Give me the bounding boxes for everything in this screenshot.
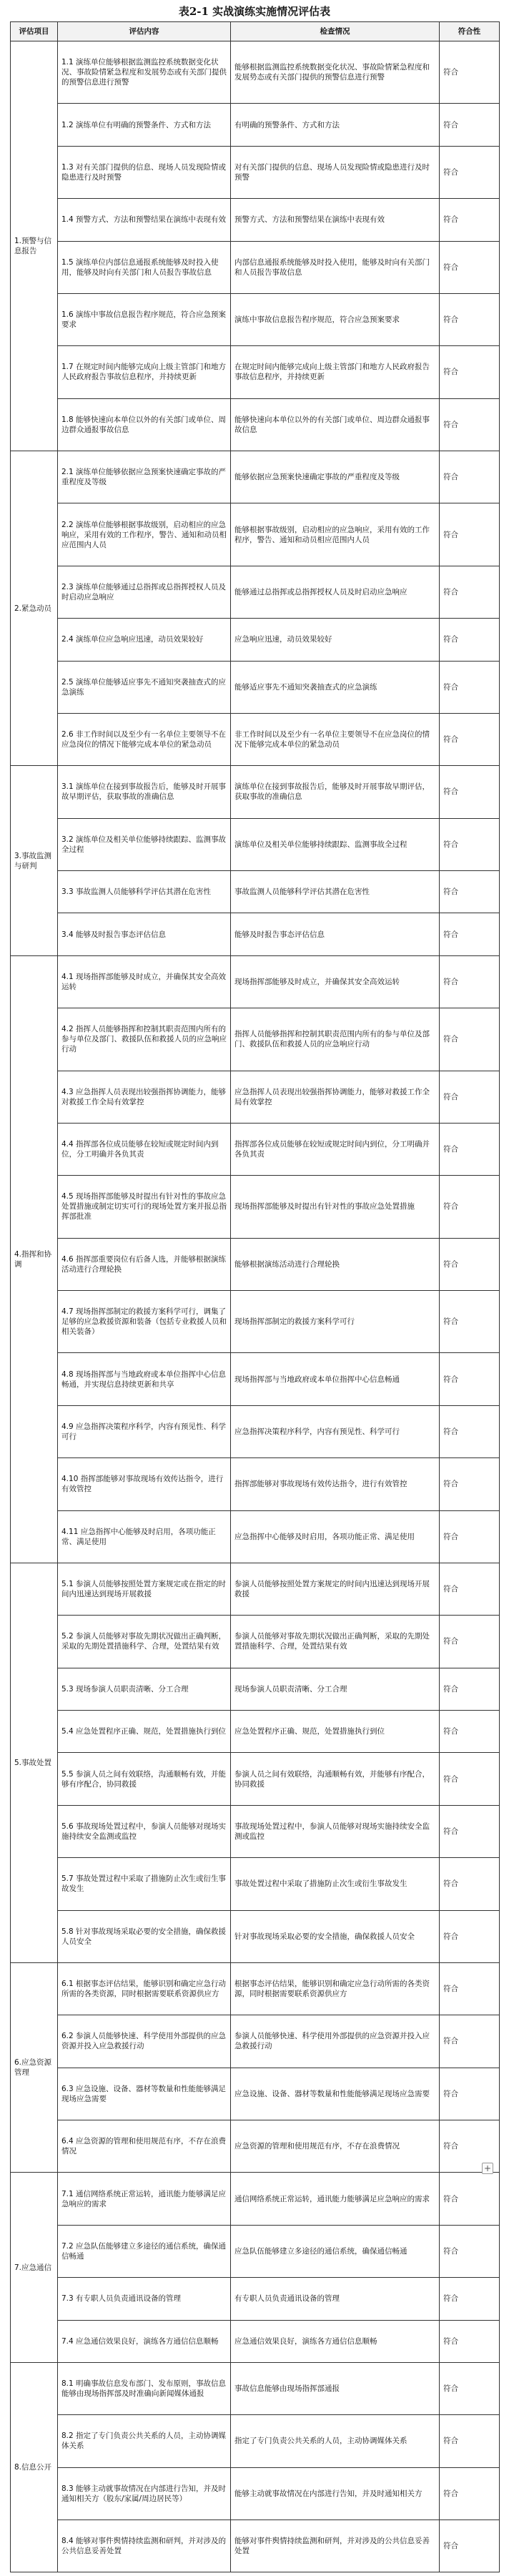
- result-cell: 符合: [440, 1123, 500, 1175]
- header-result: 符合性: [440, 22, 500, 41]
- table-row: [11, 146, 500, 198]
- table-row: [11, 713, 500, 765]
- check-cell: 指挥部各位成员能够在较短或规定时间内到位，分工明确并各负其责: [231, 1123, 440, 1175]
- check-cell: 演练中事故信息报告程序规范，符合应急预案要求: [231, 293, 440, 345]
- header-category: 评估项目: [11, 22, 58, 41]
- content-cell: 4.5 现场指挥部能够及时提出有针对性的事故应急处置措施或制定切实可行的现场处置方案并报总指挥部批准: [58, 1176, 231, 1238]
- result-cell: 符合: [440, 1291, 500, 1353]
- table-row: [11, 1353, 500, 1405]
- result-cell: 符合: [440, 451, 500, 503]
- table-row: [11, 451, 500, 503]
- result-cell: 符合: [440, 2467, 500, 2520]
- table-row: [11, 766, 500, 818]
- result-cell: 符合: [440, 1910, 500, 1962]
- result-cell: 符合: [440, 1805, 500, 1857]
- result-cell: 符合: [440, 146, 500, 198]
- table-row: [11, 2415, 500, 2467]
- content-cell: 4.1 现场指挥部能够及时成立，并确保其安全高效运转: [58, 955, 231, 1008]
- table-row: [11, 2320, 500, 2362]
- content-cell: 5.6 事故现场处置过程中，参演人员能够对现场实施持续安全监测或监控: [58, 1805, 231, 1857]
- table-row: [11, 913, 500, 955]
- content-cell: 4.4 指挥部各位成员能够在较短或规定时间内到位，分工明确并各负其责: [58, 1123, 231, 1175]
- evaluation-table: [10, 21, 500, 2572]
- check-cell: 有明确的预警条件、方式和方法: [231, 104, 440, 146]
- check-cell: 演练单位在接到事故报告后，能够及时开展事故早期评估，获取事故的准确信息: [231, 766, 440, 818]
- table-row: [11, 955, 500, 1008]
- table-row: [11, 2120, 500, 2173]
- table-row: [11, 2467, 500, 2520]
- category-cell: 6.应急资源管理: [11, 1962, 58, 2173]
- result-cell: 符合: [440, 2520, 500, 2572]
- content-cell: 4.3 应急指挥人员表现出较强指挥协调能力，能够对救援工作全局有效掌控: [58, 1071, 231, 1123]
- result-cell: 符合: [440, 1616, 500, 1668]
- check-cell: 事故信息能够由现场指挥部通报: [231, 2362, 440, 2414]
- check-cell: 在规定时间内能够完成向上级主管部门和地方人民政府报告事故信息程序，并持续更新: [231, 346, 440, 398]
- content-cell: 2.2 演练单位能够根据事故级别，启动相应的应急响应，采用有效的工作程序，警告、通知和动员相应范围内人员: [58, 503, 231, 566]
- table-row: [11, 346, 500, 398]
- table-row: [11, 1123, 500, 1175]
- result-cell: 符合: [440, 293, 500, 345]
- check-cell: 参演人员之间有效联络，沟通顺畅有效，并能够有序配合，协同救援: [231, 1753, 440, 1805]
- content-cell: 1.8 能够快速向本单位以外的有关部门或单位、周边群众通报事故信息: [58, 398, 231, 451]
- content-cell: 1.6 演练中事故信息报告程序规范，符合应急预案要求: [58, 293, 231, 345]
- table-header-row: [11, 22, 500, 41]
- table-row: [11, 1711, 500, 1753]
- header-check: 检查情况: [231, 22, 440, 41]
- table-row: [11, 661, 500, 713]
- check-cell: 应急队伍能够建立多途径的通信系统，确保通信畅通: [231, 2225, 440, 2277]
- content-cell: 4.10 指挥部能够对事故现场有效传达指令，进行有效管控: [58, 1458, 231, 1510]
- check-cell: 应急指挥人员表现出较强指挥协调能力，能够对救援工作全局有效掌控: [231, 1071, 440, 1123]
- table-row: [11, 1616, 500, 1668]
- content-cell: 2.4 演练单位应急响应迅速，动员效果较好: [58, 619, 231, 661]
- check-cell: 能够对事件舆情持续监测和研判，并对涉及的公共信息妥善处置: [231, 2520, 440, 2572]
- check-cell: 预警方式、方法和预警结果在演练中表现有效: [231, 199, 440, 241]
- result-cell: 符合: [440, 503, 500, 566]
- table-row: [11, 1805, 500, 1857]
- content-cell: 2.3 演练单位能够通过总指挥或总指挥授权人员及时启动应急响应: [58, 566, 231, 618]
- content-cell: 5.5 参演人员之间有效联络，沟通顺畅有效，并能够有序配合，协同救援: [58, 1753, 231, 1805]
- result-cell: 符合: [440, 871, 500, 913]
- check-cell: 现场参演人员职责清晰、分工合理: [231, 1668, 440, 1710]
- result-cell: 符合: [440, 2362, 500, 2414]
- check-cell: 应急设施、设备、器材等数量和性能能够满足现场应急需要: [231, 2068, 440, 2120]
- table-row: [11, 818, 500, 870]
- content-cell: 1.5 演练单位内部信息通报系统能够及时投入使用，能够及时向有关部门和人员报告事故信息: [58, 241, 231, 293]
- result-cell: 符合: [440, 1008, 500, 1071]
- check-cell: 非工作时间以及至少有一名单位主要领导不在应急岗位的情况下能够完成本单位的紧急动员: [231, 713, 440, 765]
- content-cell: 1.4 预警方式、方法和预警结果在演练中表现有效: [58, 199, 231, 241]
- content-cell: 4.8 现场指挥部与当地政府或本单位指挥中心信息畅通，并实现信息持续更新和共享: [58, 1353, 231, 1405]
- category-cell: 5.事故处置: [11, 1563, 58, 1962]
- check-cell: 事故监测人员能够科学评估其潜在危害性: [231, 871, 440, 913]
- result-cell: 符合: [440, 2015, 500, 2068]
- table-row: [11, 104, 500, 146]
- table-row: [11, 2362, 500, 2414]
- check-cell: 有专职人员负责通讯设备的管理: [231, 2278, 440, 2320]
- content-cell: 1.1 演练单位能够根据监测监控系统数据变化状况、事故险情紧急程度和发展势态或有关部门提供的预警信息进行预警: [58, 41, 231, 104]
- check-cell: 对有关部门提供的信息、现场人员发现险情或隐患进行及时预警: [231, 146, 440, 198]
- table-row: [11, 2015, 500, 2068]
- category-cell: 1.预警与信息报告: [11, 41, 58, 451]
- content-cell: 8.2 指定了专门负责公共关系的人员，主动协调媒体关系: [58, 2415, 231, 2467]
- check-cell: 现场指挥部能够及时提出有针对性的事故应急处置措施: [231, 1176, 440, 1238]
- table-row: [11, 1176, 500, 1238]
- check-cell: 指挥人员能够指挥和控制其职责范围内所有的参与单位及部门、救援队伍和救援人员的应急响应行动: [231, 1008, 440, 1071]
- result-cell: 符合: [440, 1668, 500, 1710]
- result-cell: 符合: [440, 566, 500, 618]
- content-cell: 5.8 针对事故现场采取必要的安全措施，确保救援人员安全: [58, 1910, 231, 1962]
- content-cell: 8.1 明确事故信息发布部门、发布原则，事故信息能够由现场指挥部及时准确向新闻媒体通报: [58, 2362, 231, 2414]
- category-cell: 2.紧急动员: [11, 451, 58, 766]
- result-cell: 符合: [440, 199, 500, 241]
- check-cell: 应急处置程序正确、规范，处置措施执行到位: [231, 1711, 440, 1753]
- result-cell: 符合: [440, 1962, 500, 2015]
- table-row: [11, 2278, 500, 2320]
- content-cell: 5.4 应急处置程序正确、规范，处置措施执行到位: [58, 1711, 231, 1753]
- check-cell: 事故处置过程中采取了措施防止次生或衍生事故发生: [231, 1858, 440, 1910]
- check-cell: 参演人员能够对事故先期状况做出正确判断，采取的先期处置措施科学、合理，处置结果有效: [231, 1616, 440, 1668]
- content-cell: 6.1 根据事态评估结果，能够识别和确定应急行动所需的各类资源，同时根据需要联系资源供应方: [58, 1962, 231, 2015]
- table-row: [11, 1668, 500, 1710]
- result-cell: 符合: [440, 1858, 500, 1910]
- content-cell: 2.6 非工作时间以及至少有一名单位主要领导不在应急岗位的情况下能够完成本单位的紧急动员: [58, 713, 231, 765]
- content-cell: 7.2 应急队伍能够建立多途径的通信系统，确保通信畅通: [58, 2225, 231, 2277]
- content-cell: 4.6 指挥部重要岗位有后备人选，并能够根据演练活动进行合理轮换: [58, 1238, 231, 1290]
- check-cell: 事故现场处置过程中，参演人员能够对现场实施持续安全监测或监控: [231, 1805, 440, 1857]
- content-cell: 1.3 对有关部门提供的信息、现场人员发现险情或隐患进行及时预警: [58, 146, 231, 198]
- content-cell: 6.3 应急设施、设备、器材等数量和性能能够满足现场应急需要: [58, 2068, 231, 2120]
- table-row: [11, 293, 500, 345]
- check-cell: 参演人员能够按照处置方案规定的时间内迅速达到现场开展救援: [231, 1563, 440, 1615]
- content-cell: 2.1 演练单位能够依据应急预案快速确定事故的严重程度及等级: [58, 451, 231, 503]
- check-cell: 应急指挥决策程序科学，内容有预见性、科学可行: [231, 1405, 440, 1457]
- table-row: [11, 41, 500, 104]
- result-cell: 符合: [440, 104, 500, 146]
- result-cell: 符合: [440, 1238, 500, 1290]
- header-content: 评估内容: [58, 22, 231, 41]
- table-row: [11, 2225, 500, 2277]
- check-cell: 指定了专门负责公共关系的人员，主动协调媒体关系: [231, 2415, 440, 2467]
- content-cell: 4.11 应急指挥中心能够及时启用，各项功能正常、满足使用: [58, 1510, 231, 1563]
- check-cell: 现场指挥部与当地政府或本单位指挥中心信息畅通: [231, 1353, 440, 1405]
- result-cell: 符合: [440, 2068, 500, 2120]
- check-cell: 能够通过总指挥或总指挥授权人员及时启动应急响应: [231, 566, 440, 618]
- table-row: [11, 1458, 500, 1510]
- category-cell: 8.信息公开: [11, 2362, 58, 2572]
- check-cell: 能够快速向本单位以外的有关部门或单位、周边群众通报事故信息: [231, 398, 440, 451]
- content-cell: 3.4 能够及时报告事态评估信息: [58, 913, 231, 955]
- check-cell: 能够主动就事故情况在内部进行告知，并及时通知相关方: [231, 2467, 440, 2520]
- table-row: [11, 2068, 500, 2120]
- table-title: 表2-1 实战演练实施情况评估表: [178, 5, 331, 18]
- result-cell: 符合: [440, 818, 500, 870]
- table-row: [11, 619, 500, 661]
- content-cell: 4.9 应急指挥决策程序科学，内容有预见性、科学可行: [58, 1405, 231, 1457]
- check-cell: 能够根据事故级别，启动相应的应急响应，采用有效的工作程序，警告、通知和动员相应范围内人员: [231, 503, 440, 566]
- result-cell: 符合: [440, 713, 500, 765]
- check-cell: 通信网络系统正常运转，通讯能力能够满足应急响应的需求: [231, 2173, 440, 2225]
- result-cell: 符合: [440, 1510, 500, 1563]
- check-cell: 应急通信效果良好，演练各方通信信息顺畅: [231, 2320, 440, 2362]
- content-cell: 4.7 现场指挥部制定的救援方案科学可行，调集了足够的应急救援资源和装备（包括专业救援人员和相关装备）: [58, 1291, 231, 1353]
- result-cell: 符合: [440, 1176, 500, 1238]
- result-cell: 符合: [440, 241, 500, 293]
- check-cell: 应急资源的管理和使用规范有序，不存在浪费情况: [231, 2120, 440, 2173]
- check-cell: 能够及时报告事态评估信息: [231, 913, 440, 955]
- category-cell: 7.应急通信: [11, 2173, 58, 2363]
- table-row: [11, 1071, 500, 1123]
- result-cell: 符合: [440, 2320, 500, 2362]
- result-cell: 符合: [440, 955, 500, 1008]
- content-cell: 6.4 应急资源的管理和使用规范有序，不存在浪费情况: [58, 2120, 231, 2173]
- content-cell: 4.2 指挥人员能够指挥和控制其职责范围内所有的参与单位及部门、救援队伍和救援人员的应急响应行动: [58, 1008, 231, 1071]
- check-cell: 能够适应事先不通知突袭抽查式的应急演练: [231, 661, 440, 713]
- result-cell: 符合: [440, 1563, 500, 1615]
- content-cell: 5.7 事故处置过程中采取了措施防止次生或衍生事故发生: [58, 1858, 231, 1910]
- table-row: [11, 1238, 500, 1290]
- result-cell: 符合: [440, 2278, 500, 2320]
- table-row: [11, 398, 500, 451]
- result-cell: 符合: [440, 2225, 500, 2277]
- table-row: [11, 2520, 500, 2572]
- content-cell: 2.5 演练单位能够适应事先不通知突袭抽查式的应急演练: [58, 661, 231, 713]
- check-cell: 指挥部能够对事故现场有效传达指令，进行有效管控: [231, 1458, 440, 1510]
- table-row: [11, 566, 500, 618]
- content-cell: 3.2 演练单位及相关单位能够持续跟踪、监测事故全过程: [58, 818, 231, 870]
- table-row: [11, 503, 500, 566]
- table-row: [11, 1510, 500, 1563]
- result-cell: 符合: [440, 1353, 500, 1405]
- check-cell: 能够依据应急预案快速确定事故的严重程度及等级: [231, 451, 440, 503]
- category-cell: 4.指挥和协调: [11, 955, 58, 1563]
- check-cell: 能够根据监测监控系统数据变化状况、事故险情紧急程度和发展势态或有关部门提供的预警信息进行预警: [231, 41, 440, 104]
- content-cell: 3.3 事故监测人员能够科学评估其潜在危害性: [58, 871, 231, 913]
- result-cell: 符合: [440, 2415, 500, 2467]
- table-row: [11, 199, 500, 241]
- check-cell: 针对事故现场采取必要的安全措施，确保救援人员安全: [231, 1910, 440, 1962]
- result-cell: 符合: [440, 1753, 500, 1805]
- result-cell: 符合: [440, 2120, 500, 2173]
- result-cell: 符合: [440, 398, 500, 451]
- check-cell: 内部信息通报系统能够及时投入使用，能够及时向有关部门和人员报告事故信息: [231, 241, 440, 293]
- table-row: [11, 1962, 500, 2015]
- category-cell: 3.事故监测与研判: [11, 766, 58, 956]
- result-cell: 符合: [440, 913, 500, 955]
- table-row: [11, 1563, 500, 1615]
- content-cell: 1.7 在规定时间内能够完成向上级主管部门和地方人民政府报告事故信息程序，并持续更新: [58, 346, 231, 398]
- content-cell: 7.1 通信网络系统正常运转，通讯能力能够满足应急响应的需求: [58, 2173, 231, 2225]
- content-cell: 8.3 能够主动就事故情况在内部进行告知，并及时通知相关方（股东/家属/周边居民等）: [58, 2467, 231, 2520]
- result-cell: 符合: [440, 1071, 500, 1123]
- result-cell: 符合: [440, 346, 500, 398]
- check-cell: 应急响应迅速，动员效果较好: [231, 619, 440, 661]
- result-cell: 符合: [440, 766, 500, 818]
- table-row: [11, 1753, 500, 1805]
- table-row: [11, 1405, 500, 1457]
- table-row: [11, 1858, 500, 1910]
- result-cell: 符合: [440, 1458, 500, 1510]
- table-row: [11, 1291, 500, 1353]
- content-cell: 5.2 参演人员能够对事故先期状况做出正确判断，采取的先期处置措施科学、合理，处置结果有效: [58, 1616, 231, 1668]
- table-row: [11, 871, 500, 913]
- content-cell: 1.2 演练单位有明确的预警条件、方式和方法: [58, 104, 231, 146]
- content-cell: 7.3 有专职人员负责通讯设备的管理: [58, 2278, 231, 2320]
- check-cell: 现场指挥部能够及时成立，并确保其安全高效运转: [231, 955, 440, 1008]
- check-cell: 演练单位及相关单位能够持续跟踪、监测事故全过程: [231, 818, 440, 870]
- result-cell: 符合: [440, 1711, 500, 1753]
- result-cell: 符合: [440, 661, 500, 713]
- result-cell: 符合: [440, 1405, 500, 1457]
- content-cell: 5.3 现场参演人员职责清晰、分工合理: [58, 1668, 231, 1710]
- content-cell: 3.1 演练单位在接到事故报告后，能够及时开展事故早期评估，获取事故的准确信息: [58, 766, 231, 818]
- table-row: [11, 2173, 500, 2225]
- table-row: [11, 241, 500, 293]
- result-cell: 符合: [440, 41, 500, 104]
- check-cell: 参演人员能够快速、科学使用外部提供的应急资源并投入应急救援行动: [231, 2015, 440, 2068]
- result-cell: 符合: [440, 619, 500, 661]
- result-cell: 符合: [440, 2173, 500, 2225]
- content-cell: 7.4 应急通信效果良好，演练各方通信信息顺畅: [58, 2320, 231, 2362]
- content-cell: 8.4 能够对事件舆情持续监测和研判，并对涉及的公共信息妥善处置: [58, 2520, 231, 2572]
- check-cell: 应急指挥中心能够及时启用，各项功能正常、满足使用: [231, 1510, 440, 1563]
- content-cell: 5.1 参演人员能够按照处置方案规定或在指定的时间内迅速达到现场开展救援: [58, 1563, 231, 1615]
- table-body: [11, 41, 500, 2572]
- table-row: [11, 1008, 500, 1071]
- content-cell: 6.2 参演人员能够快速、科学使用外部提供的应急资源并投入应急救援行动: [58, 2015, 231, 2068]
- check-cell: 能够根据演练活动进行合理轮换: [231, 1238, 440, 1290]
- expand-plus-icon[interactable]: +: [482, 2163, 493, 2174]
- table-row: [11, 1910, 500, 1962]
- check-cell: 根据事态评估结果，能够识别和确定应急行动所需的各类资源，同时根据需要联系资源供应方: [231, 1962, 440, 2015]
- check-cell: 现场指挥部制定的救援方案科学可行: [231, 1291, 440, 1353]
